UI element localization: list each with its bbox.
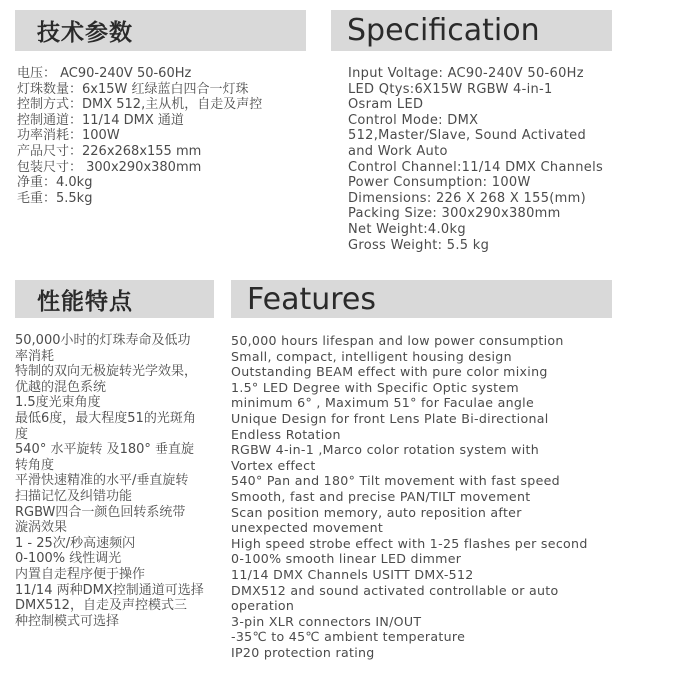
spec-cn-line: 控制方式：DMX 512,主从机，自走及声控	[17, 97, 263, 113]
specs-cn-heading	[15, 10, 306, 51]
feature-en-line: 11/14 DMX Channels USITT DMX-512	[231, 566, 474, 582]
spec-cn-line: 产品尺寸：226x268x155 mm	[17, 143, 202, 159]
feature-cn-line: 特制的双向无极旋转光学效果，	[15, 364, 198, 380]
spec-en-line: 512,Master/Slave, Sound Activated	[348, 128, 587, 144]
feature-en-line: 0-100% smooth linear LED dimmer	[231, 551, 462, 567]
spec-en-line: Osram LED	[348, 97, 424, 113]
feature-en-line: operation	[231, 598, 295, 614]
feature-en-line: Scan position memory, auto reposition after	[231, 504, 522, 520]
spec-en-line: Power Consumption: 100W	[348, 175, 531, 191]
spec-cn-line: 功率消耗：100W	[17, 128, 120, 144]
specs-cn-heading-text: 技术参数	[37, 20, 133, 46]
feature-cn-line: 度	[15, 426, 29, 442]
spec-en-line: and Work Auto	[348, 143, 448, 159]
spec-cn-line: 电压： AC90-240V 50-60Hz	[17, 66, 192, 81]
feature-en-line: RGBW 4-in-1 ,Marco color rotation system with	[231, 442, 540, 458]
specs-cn-list	[17, 66, 317, 206]
features-cn-heading	[15, 280, 214, 318]
feature-cn-line: 扫描记忆及纠错功能	[15, 488, 133, 504]
feature-cn-line: 内置自走程序便于操作	[15, 566, 146, 582]
feature-cn-line: 转角度	[15, 457, 55, 473]
feature-cn-line: 优越的混色系统	[15, 379, 107, 395]
spec-en-line: Dimensions: 226 X 268 X 155(mm)	[348, 190, 586, 206]
feature-cn-line: 率消耗	[15, 348, 55, 364]
feature-cn-line: DMX512，自走及声控模式三	[15, 598, 187, 614]
feature-en-line: 540° Pan and 180° Tilt movement with fast speed	[231, 473, 560, 489]
feature-cn-line: 1.5度光束角度	[15, 395, 101, 411]
spec-cn-line: 毛重：5.5kg	[17, 190, 93, 206]
feature-cn-line: 540° 水平旋转 及180° 垂直旋	[15, 442, 195, 458]
feature-cn-line: 最低6度，最大程度51的光斑角	[15, 410, 196, 426]
spec-cn-line: 净重：4.0kg	[17, 175, 93, 191]
spec-en-line: Input Voltage: AC90-240V 50-60Hz	[348, 66, 584, 81]
feature-en-line: IP20 protection rating	[231, 644, 375, 660]
feature-en-line: unexpected movement	[231, 520, 384, 536]
feature-en-line: 3-pin XLR connectors IN/OUT	[231, 613, 422, 629]
feature-en-line: 50,000 hours lifespan and low power consumption	[231, 333, 564, 348]
spec-en-line: LED Qtys:6X15W RGBW 4-in-1	[348, 81, 553, 97]
features-cn-list	[15, 333, 220, 629]
spec-en-line: Control Mode: DMX	[348, 112, 479, 128]
spec-en-line: Control Channel:11/14 DMX Channels	[348, 159, 604, 175]
feature-en-line: Smooth, fast and precise PAN/TILT movement	[231, 488, 531, 504]
feature-cn-line: 平滑快速精准的水平/垂直旋转	[15, 473, 189, 489]
feature-en-line: -35℃ to 45℃ ambient temperature	[231, 629, 466, 645]
feature-cn-line: 11/14 两种DMX控制通道可选择	[15, 582, 204, 598]
spec-en-line: Packing Size: 300x290x380mm	[348, 206, 561, 222]
specs-en-heading-text: Specification	[347, 13, 540, 48]
feature-cn-line: 1 - 25次/秒高速频闪	[15, 535, 136, 551]
feature-en-line: Small, compact, intelligent housing design	[231, 348, 512, 364]
feature-en-line: minimum 6° , Maximum 51° for Faculae angle	[231, 395, 535, 411]
feature-cn-line: 0-100% 线性调光	[15, 551, 122, 567]
feature-en-line: Endless Rotation	[231, 426, 341, 442]
feature-cn-line: RGBW四合一颜色回转系统带	[15, 504, 186, 520]
feature-en-line: High speed strobe effect with 1-25 flashes per second	[231, 535, 588, 551]
feature-en-line: Outstanding BEAM effect with pure color mixing	[231, 364, 548, 380]
features-en-heading	[231, 280, 612, 318]
specs-en-list	[348, 66, 668, 253]
feature-en-line: DMX512 and sound activated controllable or auto	[231, 582, 559, 598]
feature-en-line: 1.5° LED Degree with Specific Optic system	[231, 379, 519, 395]
spec-cn-line: 包装尺寸： 300x290x380mm	[17, 159, 202, 175]
feature-cn-line: 漩涡效果	[15, 520, 68, 536]
feature-en-line: Unique Design for front Lens Plate Bi-directional	[231, 410, 549, 426]
features-en-list	[231, 333, 671, 660]
feature-cn-line: 种控制模式可选择	[15, 613, 120, 629]
features-en-heading-text: Features	[247, 281, 376, 317]
spec-cn-line: 灯珠数量：6x15W 红绿蓝白四合一灯珠	[17, 81, 249, 97]
feature-cn-line: 50,000小时的灯珠寿命及低功	[15, 333, 191, 348]
features-cn-heading-text: 性能特点	[37, 288, 133, 315]
spec-en-line: Gross Weight: 5.5 kg	[348, 237, 490, 253]
feature-en-line: Vortex effect	[231, 457, 316, 473]
spec-cn-line: 控制通道：11/14 DMX 通道	[17, 112, 184, 128]
specs-en-heading	[331, 10, 612, 51]
spec-en-line: Net Weight:4.0kg	[348, 221, 466, 237]
